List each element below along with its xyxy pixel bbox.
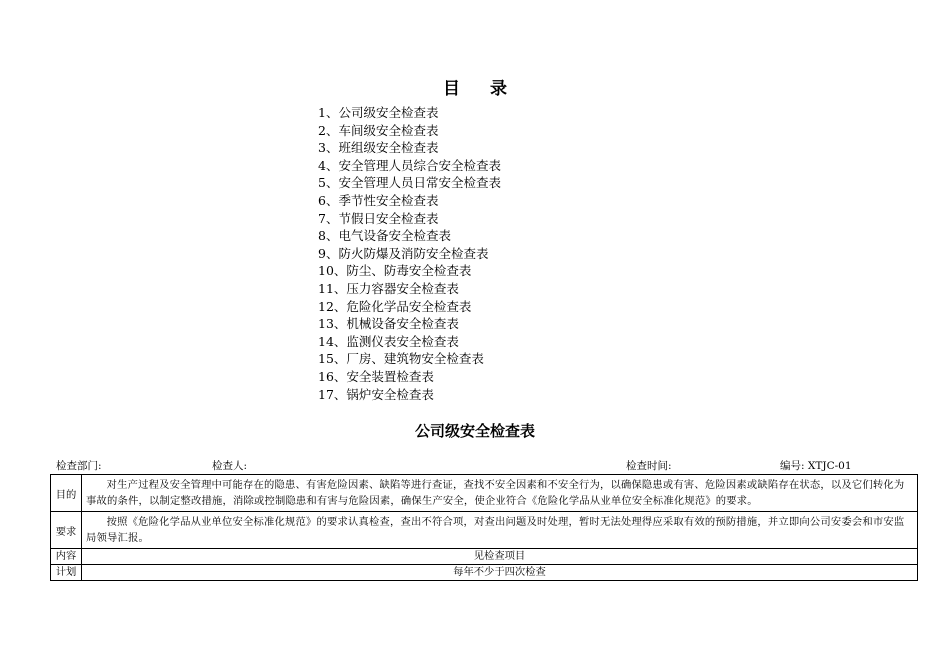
table-row [51,475,918,512]
table-row [51,549,918,565]
toc-item: 5、安全管理人员日常安全检查表 [318,175,501,191]
toc-item: 8、电气设备安全检查表 [318,228,451,244]
toc-title [0,74,950,99]
row-label: 要求 [51,512,82,549]
toc-item: 7、节假日安全检查表 [318,210,439,226]
toc-item: 9、防火防爆及消防安全检查表 [318,245,489,261]
toc-item: 12、危险化学品安全检查表 [318,298,472,314]
row-text: 见检查项目 [82,549,918,565]
toc-item: 14、监测仪表安全检查表 [318,333,459,349]
toc-item: 4、安全管理人员综合安全检查表 [318,157,501,173]
toc-list [318,104,501,403]
toc-item: 13、机械设备安全检查表 [318,316,459,332]
toc-item: 10、防尘、防毒安全检查表 [318,263,472,279]
row-text: 每年不少于四次检查 [82,565,918,581]
meta-inspector: 检查人: [212,460,248,472]
row-label: 计划 [51,565,82,581]
toc-title-char-1: 目 [443,79,460,99]
row-text: 按照《危险化学品从业单位安全标准化规范》的要求认真检查，查出不符合项，对查出问题及时处理，暂时无法处理得应采取有效的预防措施，并立即向公司安委会和市安监局领导汇报。 [82,512,918,549]
meta-row [56,458,916,474]
toc-item: 17、锅炉安全检查表 [318,386,434,402]
meta-dept: 检查部门: [56,460,102,472]
toc-item: 11、压力容器安全检查表 [318,280,459,296]
check-table [50,474,918,581]
toc-item: 15、厂房、建筑物安全检查表 [318,351,484,367]
table-row [51,565,918,581]
toc-title-char-2: 录 [490,79,507,99]
toc-item: 2、车间级安全检查表 [318,122,439,138]
row-text: 对生产过程及安全管理中可能存在的隐患、有害危险因素、缺陷等进行查证，查找不安全因素和不安全行为，以确保隐患或有害、危险因素或缺陷存在状态，以及它们转化为事故的条件，以制定整改措施，消除或控制隐患和有害与危险因素，确保生产安全，使企业符合《危险化学品从业单位安全标准化规范》的要求。 [82,475,918,512]
meta-code: 编号: XTJC-01 [780,460,852,472]
row-label: 内容 [51,549,82,565]
row-label: 目的 [51,475,82,512]
toc-item: 6、季节性安全检查表 [318,192,439,208]
toc-item: 16、安全装置检查表 [318,368,434,384]
meta-time: 检查时间: [626,460,672,472]
toc-item: 3、班组级安全检查表 [318,140,439,156]
table-row [51,512,918,549]
section-title: 公司级安全检查表 [414,422,535,440]
toc-item: 1、公司级安全检查表 [318,105,439,120]
